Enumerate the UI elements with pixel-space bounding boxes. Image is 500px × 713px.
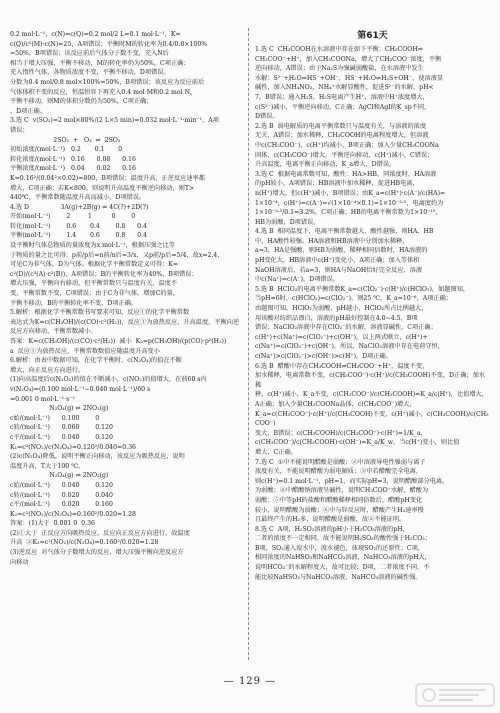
left-text-line: 开始(mol·L⁻¹) 2 1 0 0: [10, 213, 136, 221]
left-text-line: 平衡浓度/(mol·L⁻¹) 0.04 0.02 0.16: [10, 165, 136, 173]
left-text-line: (1)向高温度后c(N₂O₄)的值在不断减小，c(NO₂)的值增大，在前60 s内: [10, 376, 207, 384]
left-text-line: 平衡(mol·L⁻¹) 1.4 0.6 0.8 0.4: [10, 232, 147, 240]
right-text-line: 中，HA酸性较强。HA溶液和HB溶液中分别加水稀释，: [255, 237, 409, 245]
left-text-line: N₂O₄(g) ⇌ 2NO₂(g): [10, 405, 109, 413]
right-text-line: 加水稀释，电离常数不变，c(CH₃COO⁻)·c(H⁺)/c(CH₃COOH)不变，D正确；加水稀: [255, 372, 485, 389]
right-text-line: 4.选 B 相同温度下，电离平衡常数越大，酸性越强，则HA、HB: [255, 228, 434, 236]
right-text-line: 且最终产生的H₂多，说明醋酸是弱酸，故②不能证明。: [255, 516, 406, 524]
left-text-line: 平衡不移动，则M的体积分数仍为50%，C项正确；: [10, 98, 153, 106]
left-text-line: K=0.16²/(0.04²×0.02)=800，B项错误；温度升高，正逆反应速率都: [10, 174, 205, 182]
right-text-line: 3.选 C 根据电离常数可知，酸性：HA>HB，同浓度时，HA溶液: [255, 170, 437, 178]
left-text-line: 初始浓度/(mol·L⁻¹) 0.2 0.1 0: [10, 146, 123, 154]
left-text-line: v(N₂O₄)=(0.100 mol·L⁻¹−0.040 mol·L⁻¹)/60 s: [10, 385, 151, 393]
right-text-line: B项，SO₂通入溴水中，溴水褪色，体现SO₂的还原性；C项，: [255, 544, 424, 552]
left-text-line: 增大，C项正确；若K<800，则说明升高温度平衡逆向移动，则T>: [10, 184, 195, 192]
right-text-line: 浓度有关，不能说明醋酸为弱电解质；③中若醋酸完全电离，: [255, 468, 423, 476]
left-text-line: c平/(mol·L⁻¹) 0.040 0.120: [10, 433, 113, 441]
left-text-line: c始/(mol·L⁻¹) 0.100 0: [10, 414, 100, 422]
right-text-line: 二者的浓度不一定相同，故不能说明H₂SO₃的酸性强于H₂CO₃；: [255, 535, 431, 543]
right-text-line: 固体，c(CH₃COO⁻)增大，平衡逆向移动，c(H⁺)减小，C错误；: [255, 151, 434, 159]
right-text-line: CH₃COO⁻+H⁺，加入CH₃COONa，增大了CH₃COO⁻浓度，平衡: [255, 55, 442, 63]
left-text-line: 5.解析：根据化学平衡常数书写要求可知，反应①的化学平衡常数: [10, 309, 190, 317]
right-text-line: 相同浓度的NaHSO₃和NaHCO₃溶液，NaHCO₃溶液的pH大，: [255, 554, 431, 562]
left-text-line: K₁=c²(NO₂)/c(N₂O₄)=0.120²/0.040=0.36: [10, 443, 136, 451]
right-text-line: 7.选 C ①中不能说明醋酸是弱酸；②中溶液导电性强弱与离子: [255, 458, 426, 466]
right-text-line: NaOH溶液后，若a=3，则HA与NaOH恰好完全反应，溶液: [255, 266, 423, 274]
left-text-line: 升高 ②K₂=c²(NO₂)/c(N₂O₄)=0.160²/0.020=1.28: [10, 539, 159, 547]
right-text-line: 为弱酸；④中醋酸钠溶液呈碱性，说明CH₃COO⁻水解，醋酸为: [255, 487, 429, 495]
right-text-line: 当pH=6时，c(HClO₂)=c(ClO₂⁻)，则25 ℃，K_a=10⁻⁶，A项正确；: [255, 295, 452, 303]
left-text-line: 转化浓度/(mol·L⁻¹) 0.16 0.08 0.16: [10, 155, 136, 163]
left-text-line: c²(D)/(c³(A)·c²(B))，A项错误；B的平衡转化率为40%，B项错误；: [10, 270, 198, 278]
left-column: [10, 30, 245, 658]
right-text-line: c(H⁺)+c(Na⁺)=c(ClO₂⁻)+c(OH⁻)，以上两式联立，c(H⁺)+: [255, 333, 428, 341]
left-text-line: 4.选 D 3A(g)+2B(g) ⇌ 4C(?)+2D(?): [10, 203, 149, 211]
right-text-line: pH变化大，HB溶液中c(H⁺)变化小，A项正确；加入等体积: [255, 257, 420, 265]
left-text-line: 分数为0.4 mol/0.8 mol×100%=50%，B项错误；该反应为反应前后: [10, 78, 205, 86]
left-text-line: 错误；: [10, 126, 29, 134]
right-text-line: 8.选 C A项，H₂SO₃溶液的pH小于H₂CO₃溶液的pH，: [255, 525, 409, 533]
page-number: — 129 —: [223, 676, 277, 687]
right-text-line: 碱性，加入NH₄NO₃，NH₄⁺水解显酸性，促进S²⁻的水解，pH<: [255, 84, 434, 92]
left-text-line: 充入惰性气体，各物质浓度不变，平衡不移动，D项错误。: [10, 69, 170, 77]
left-text-line: 可见C为非气体，D为气体。根据化学平衡常数定义可得：K=: [10, 261, 179, 269]
right-text-line: A正确；加入少量CH₃COONa晶体，c(CH₃COO⁻)增大，: [255, 400, 416, 408]
watermark-logo: [415, 682, 497, 708]
left-text-line: c转/(mol·L⁻¹) 0.020 0.040: [10, 491, 113, 499]
left-text-line: 答案：(1)大于 0.001 0 0.36: [10, 520, 95, 528]
left-text-line: 向移动: [10, 558, 29, 566]
left-text-line: c平/(mol·L⁻¹) 0.020 0.160: [10, 501, 113, 509]
right-text-line: 1.选 C CH₃COOH在水溶液中存在如下平衡：CH₃COOH⇌: [255, 46, 423, 53]
left-text-line: 变，平衡常数不变，C项错误；由于C为非气体，增加C的量，: [10, 290, 179, 298]
right-text-line: 用该酸对纺织品漂白，溶液的pH最好控制在4.0~4.5，B项: [255, 314, 418, 322]
left-text-line: 平衡不移动，B的平衡转化率不变，D项正确。: [10, 299, 138, 307]
right-text-line: 错误；NaClO₂溶液中存在ClO₂⁻的水解，溶液显碱性，C项正确；: [255, 324, 437, 332]
right-text-line: 释，c(H⁺)减小，K_a不变，c(CH₃COO⁻)/c(CH₃COOH)=K_a/c(H⁺)，比值增大，: [255, 391, 488, 399]
left-text-line: 6.解析：由表中数据可知，在化学平衡时，c(N₂O₄)的值在不断: [10, 357, 182, 365]
left-text-line: (2)c(N₂O₄)降低，说明平衡正向移动，该反应为吸热反应，说明: [10, 453, 185, 461]
left-text-line: 反应方向移动，平衡常数减小。: [10, 328, 97, 336]
left-text-line: 3.选 C v(SO₂)=2 mol×80%/(2 L×5 min)=0.032 mol·L⁻¹·min⁻¹，A项: [10, 117, 219, 125]
left-text-line: 增大压强，平衡向右移动，但平衡常数只与温度有关，温度不: [10, 280, 178, 288]
left-text-line: 答案：K=c(CH₃OH)/(c(CO)·c²(H₂)) 减小 K₂=p(CH₃OH)/(p(CO)·p²(H₂)): [10, 338, 227, 345]
right-text-line: 6.选 B 醋酸中存在CH₃COOH⇌CH₃COO⁻+H⁺，温度不变，: [255, 362, 429, 370]
day-title: 第61天: [357, 31, 388, 41]
left-text-line: 气体体积不变的反应，恒温恒容下再充入0.4 mol M和0.2 mol N，: [10, 88, 197, 96]
right-text-line: a=3，HA是强酸，则HB为弱酸，稀释相同倍数时，HA溶液的: [255, 247, 428, 255]
right-text-line: 7，B错误；通入H₂S，H₂S电离产生H⁺，溶液中H⁺浓度增大，: [255, 93, 429, 101]
left-text-line: 0.2 mol·L⁻¹，c(N)=c(Q)=0.2 mol/2 L=0.1 mol·L⁻¹，K=: [10, 31, 181, 38]
left-text-line: a 反应①为放热反应，平衡常数数值应随温度升高变小: [10, 347, 160, 355]
right-text-line: 变大，B错误；c(CH₃COOH)/c(CH₃COO⁻)·c(H⁺)=1/K_a，: [255, 429, 427, 437]
right-text-line: c(S²⁻)减小，平衡逆向移动，C正确；AgCl和AgI的K_sp不同，: [255, 103, 431, 111]
left-text-line: c始/(mol·L⁻¹) 0.040 0.120: [10, 481, 113, 489]
right-text-line: 逆向移动，A错误；由于Na₂S为强碱弱酸盐，在水溶液中发生: [255, 65, 424, 73]
left-text-line: K₂=c²(NO₂)/c(N₂O₄)=0.160²/0.020=1.28: [10, 510, 136, 518]
right-text-line: 弱酸；⑤中等pH的盐酸和醋酸稀释相同倍数后，醋酸pH变化: [255, 496, 423, 504]
left-text-line: N₂O₄(g) ⇌ 2NO₂(g): [10, 472, 109, 480]
left-text-line: 相当于增大压强，平衡不移动，M的转化率仍为50%，C项正确；: [10, 59, 190, 67]
left-text-line: (2)①大于 正反应方向吸热反应，反应向正反应方向进行，故温度: [10, 529, 190, 537]
right-text-line: 中c(CH₃COO⁻)、c(H⁺)均减小，B项正确；加入少量CH₃COONa: [255, 141, 439, 149]
right-text-line: 1×10⁻⁴，c(H⁺)=c(A⁻)≈√(1×10⁻⁴×0.1)=1×10⁻²·⁵，电离度约为: [255, 199, 444, 207]
right-text-line: c(Na⁺)>c(ClO₂⁻)>c(OH⁻)>c(H⁺)，D项正确。: [255, 353, 392, 360]
right-text-line: 较小，说明醋酸为弱酸；⑥中与锌反应时，醋酸产生H₂速率慢: [255, 506, 424, 514]
column-divider: [248, 28, 249, 660]
right-text-line: 说明HCO₃⁻的水解程度大，故可比较；D项，二者浓度不同，不: [255, 564, 430, 572]
right-text-line: 5.选 B HClO₂的电离平衡常数K_a=c(ClO₂⁻)·c(H⁺)/c(HClO₂)，如题图知，: [255, 285, 470, 293]
left-text-line: =50%，B项错误；该反应前后气体分子数不变，充入N后: [10, 50, 169, 58]
left-text-line: 440℃，平衡常数随温度升高而减小，D项错误。: [10, 194, 146, 202]
right-text-line: 无关，A错误；加水稀释，CH₃COOH的电离程度增大，但溶液: [255, 132, 429, 140]
right-text-line: 1×10⁻²·⁵/0.1≈3.2%，C项正确；HB的电离平衡常数为1×10⁻¹⁰，: [255, 209, 442, 217]
right-text-line: 升高温度，电离平衡正向移动，K_a增大，D错误。: [255, 161, 396, 169]
left-text-line: 表达式为K=c(CH₃OH)/(c(CO)·c²(H₂))，反应①为放热反应，升高温度，平衡向逆: [10, 318, 240, 326]
right-text-line: 增大，C正确。: [255, 448, 297, 456]
left-text-line: 转化(mol·L⁻¹) 0.6 0.4 0.8 0.4: [10, 222, 147, 230]
watermark-graphic: [415, 682, 497, 708]
right-text-line: K_a=c(CH₃COO⁻)·c(H⁺)/c(CH₃COOH)不变，c(H⁺)减小，c(CH₃COOH)/c(CH₃COO⁻): [255, 410, 489, 428]
right-column: [255, 30, 490, 658]
right-text-line: 则c(H⁺)=0.1 mol·L⁻¹，pH=1，而实际pH=3，说明醋酸部分电离，: [255, 477, 449, 485]
right-text-line: 的pH较小，A项错误；HB溶液中加水稀释，促进HB电离，: [255, 180, 419, 188]
right-text-line: c(Na⁺)=c(ClO₂⁻)+c(OH⁻)，所以，NaClO₂溶液中存在电荷守恒，: [255, 343, 444, 351]
left-text-line: =0.001 0 mol·L⁻¹·s⁻¹: [10, 395, 76, 403]
left-text-line: (3)逆反应 对气体分子数增大的反应，增大压强平衡向逆反应方: [10, 549, 184, 557]
left-text-line: 温度升高，T大于100 ℃。: [10, 462, 85, 470]
right-text-line: 能比较NaHSO₃与NaHCO₃溶液，NaHCO₃溶液的碱性强。: [255, 573, 422, 581]
left-text-line: 于物质的量之比可得：p前/p后=n前/n后=3/x，又p前/p后=5/4，故x=2.4，: [10, 251, 224, 259]
right-text-line: 由题图可知，HClO₂为弱酸，pH越小，HClO₂所占比例越大，: [255, 305, 428, 313]
right-text-line: 中c(Na⁺)=c(A⁻)，D项错误。: [255, 276, 339, 284]
right-text-line: n(H⁺)增大，但c(H⁺)减小，B项错误；由K_a=c(H⁺)·c(A⁻)/c(HA)=: [255, 189, 446, 197]
left-text-line: 设平衡时气体总物质的量浓度为x mol·L⁻¹，根据压强之比等: [10, 242, 175, 250]
left-text-line: c(Q)/c²(M)·c(N)=25，A项错误；平衡时M的转化率为0.4/0.8×100%: [10, 40, 208, 48]
right-text-line: HB为弱酸，D项错误。: [255, 218, 320, 226]
left-text-line: 增大，向正反应方向进行。: [10, 366, 85, 374]
right-text-line: 2.选 B 弱电解质的电离平衡常数只与温度有关，与溶液的浓度: [255, 122, 427, 130]
right-text-line: D错误。: [255, 113, 279, 121]
left-text-line: ，D项正确。: [10, 107, 46, 115]
left-text-line: c转/(mol·L⁻¹) 0.060 0.120: [10, 424, 113, 432]
right-text-line: 水解：S²⁻+H₂O⇌HS⁻+OH⁻，HS⁻+H₂O⇌H₂S+OH⁻，使溶液显: [255, 74, 444, 82]
left-text-line: 2SO₂ + O₂ ⇌ 2SO₃: [10, 136, 121, 144]
right-text-line: c(CH₃COO⁻)/c(CH₃COOH)·c(OH⁻)=K_a/K_w，当c(H⁺)变小，则比值: [255, 439, 460, 447]
